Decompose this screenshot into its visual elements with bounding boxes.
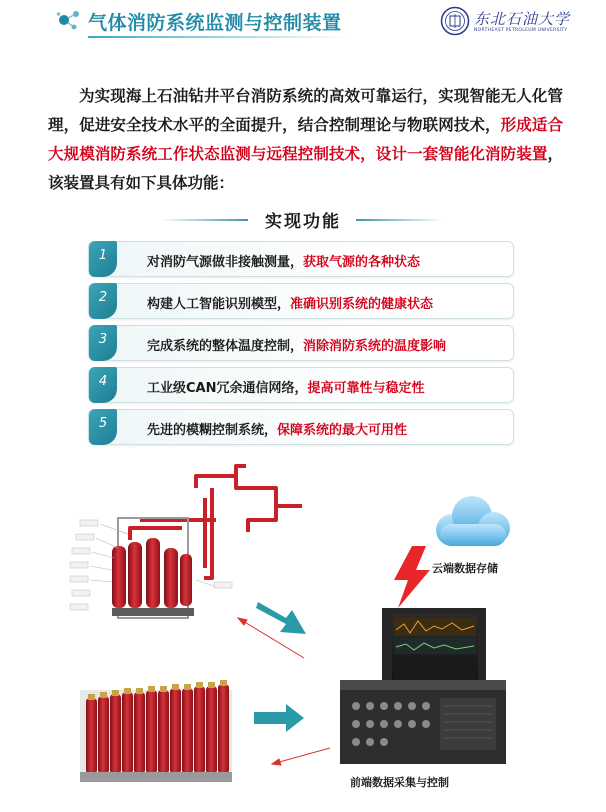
feature-highlight: 获取气源的各种状态 (303, 255, 421, 270)
feature-description: 先进的模糊控制系统， (147, 423, 278, 438)
university-seal-icon (440, 6, 470, 36)
feature-highlight: 提高可靠性与稳定性 (307, 381, 425, 396)
arrow-red-bottom (272, 748, 330, 765)
feature-number-badge: 4 (89, 367, 117, 403)
intro-paragraph (48, 82, 563, 198)
heading-line-right (356, 219, 444, 221)
gas-cylinder-array-illustration (80, 680, 232, 782)
cloud-storage-label: 云端数据存储 (432, 562, 498, 575)
feature-highlight: 准确识别系统的健康状态 (290, 297, 434, 312)
feature-description: 构建人工智能识别模型， (147, 297, 291, 312)
university-name: 东北石油大学 (474, 10, 571, 28)
cylinder-rack-illustration (70, 518, 232, 618)
intro-highlight: 形成适合大规模消防系统工作状态监测与远程控制技术，设计一套智能化消防装置 (48, 115, 563, 163)
feature-highlight: 保障系统的最大可用性 (277, 423, 408, 438)
page-header (0, 0, 606, 46)
feature-number-badge: 5 (89, 409, 117, 445)
feature-item (88, 367, 514, 403)
feature-item (88, 325, 514, 361)
diagram-illustration (0, 458, 606, 812)
feature-text (147, 293, 433, 312)
system-diagram (0, 458, 606, 812)
feature-highlight: 消除消防系统的温度影响 (303, 339, 447, 354)
section-title: 实现功能 (265, 212, 341, 232)
cloud-icon (436, 496, 510, 546)
arrow-teal-bottom (254, 704, 304, 732)
feature-number-badge: 2 (89, 283, 117, 319)
feature-number-badge: 1 (89, 241, 117, 277)
feature-item (88, 241, 514, 277)
feature-description: 完成系统的整体温度控制， (147, 339, 304, 354)
feature-item (88, 409, 514, 445)
feature-description: 对消防气源做非接触测量， (147, 255, 304, 270)
intro-text: 为实现海上石油钻井平台消防系统的高效可靠运行，实现智能无人化管理，促进安全技术水平的全面提升，结合控制理论与物联网技术， (48, 86, 563, 134)
feature-text (147, 377, 425, 396)
university-name-en: NORTHEAST PETROLEUM UNIVERSITY (474, 28, 568, 33)
feature-text (147, 419, 407, 438)
feature-item (88, 283, 514, 319)
section-heading (0, 204, 606, 234)
molecule-icon (56, 8, 84, 32)
feature-text (147, 251, 420, 270)
page-title: 气体消防系统监测与控制装置 (88, 12, 342, 34)
feature-text (147, 335, 446, 354)
feature-list (88, 241, 514, 451)
front-end-device-label: 前端数据采集与控制 (350, 776, 449, 789)
intro-tail: ，该装置具有如下具体功能： (48, 144, 563, 192)
arrow-teal-top (256, 602, 306, 634)
feature-number-badge: 3 (89, 325, 117, 361)
lightning-icon (394, 546, 430, 608)
data-acquisition-device-illustration (340, 608, 506, 764)
feature-description: 工业级CAN冗余通信网络， (147, 381, 308, 396)
title-underline (88, 36, 348, 38)
